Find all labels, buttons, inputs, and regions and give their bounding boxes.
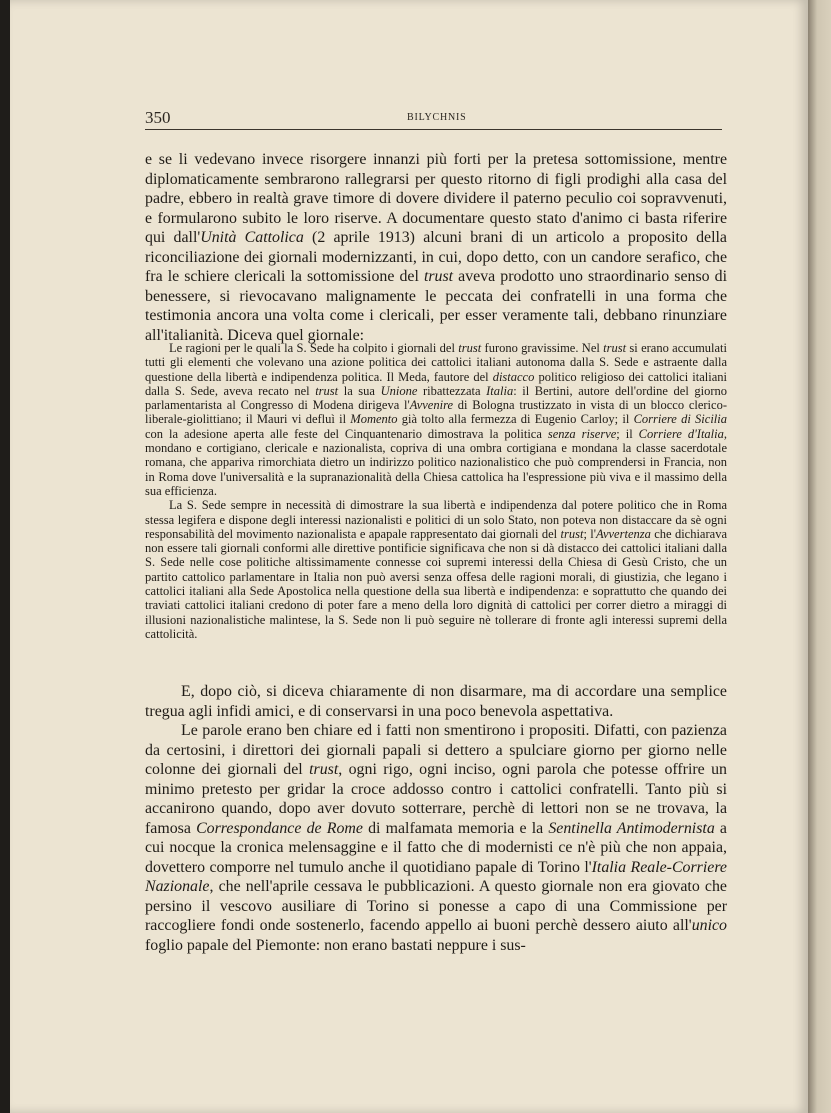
- paragraph: Le parole erano ben chiare ed i fatti non smentirono i propositi. Difatti, con pazienza da certosini, i direttori dei giornali papali si dettero a spulciare giorno per giorno nelle colonne dei giornali del trust, ogni rigo, ogni inciso, ogni parola che potesse offrire un minimo pretesto per gridar la croce addosso contro i cattolici confratelli. Tanto più si accanirono quando, dopo aver dovuto sotterrare, perchè di lettori non se ne trovava, la famosa Correspondance de Rome di malfamata memoria e la Sentinella Antimodernista a cui nocque la cronica melensaggine e il fatto che di modernisti ce n'è più che non appaia, dovettero comporre nel tumulo anche il quotidiano papale di Torino l'Italia Reale-Corriere Nazionale, che nell'aprile cessava le pubblicazioni. A questo giornale non era giovato che persino il vescovo ausiliare di Torino si ponesse a capo di una Commissione per raccogliere fondi onde sostenerlo, facendo appello ai buoni perchè dessero aiuto all'unico foglio papale del Piemonte: non erano bastati neppure i sus-: [145, 722, 728, 954]
- page-number: 350: [145, 108, 171, 127]
- running-head: BILYCHNIS: [407, 112, 467, 123]
- body-paragraph-2: [145, 682, 727, 955]
- quote-paragraph-1: Le ragioni per le quali la S. Sede ha colpito i giornali del trust furono gravissime. Nel trust si erano accumulati tutti gli elementi che volevano una azione politica dei cattolici italiani autonoma dalla S. Sede e astraente dalla questione della libertà e indipendenza politica. Il Meda, fautore del distacco politico religioso dei cattolici italiani dalla S. Sede, aveva recato nel trust la sua Unione ribattezzata Italia: il Bertini, autore dell'ordine del giorno parlamentarista al Congresso di Modena dirigeva l'Avvenire di Bologna trustizzato in vista di un blocco clerico-liberale-giolittiano; il Mauri vi defluì il Momento già tolto alla fermezza di Eugenio Carloy; il Corriere di Sicilia con la adesione aperta alle feste del Cinquantenario dimostrava la politica senza riserve; il Corriere d'Italia, mondano e cortigiano, clericale e nazionalista, copriva di una ombra cortigiana e mondana la classe sacerdotale romana, che appariva rimorchiata dietro un indirizzo politico nazionalistico che può comprendersi in Francia, non in Roma dove l'universalità e la supranazionalità della Chiesa cattolica ha l'espressione più viva e il massimo della sua efficienza.: [145, 341, 728, 498]
- next-page-edge: [808, 0, 831, 1113]
- header-rule: [145, 129, 722, 130]
- page-header: [145, 108, 722, 128]
- quote-paragraph-2: La S. Sede sempre in necessità di dimostrare la sua libertà e indipendenza dal potere politico che in Roma stessa legifera e dispone degli interessi nazionalisti e politici di un solo Stato, non poteva non distaccare da sè ogni responsabilità del movimento nazionalista e apapale rappresentato dai giornali del trust; l'Avvertenza che dichiarava non essere tali giornali conformi alle direttive pontificie significava che non si dà distacco dei cattolici italiani dalla S. Sede nelle cose politiche altissimamente connesse coi supremi interessi della Chiesa di Gesù Cristo, che un partito cattolico parlamentare in Italia non può aversi senza offesa delle ragioni morali, di giustizia, che legano i cattolici italiani alla Sede Apostolica nella questione della sua libertà e indipendenza: e soprattutto che quando dei traviati cattolici italiani credono di poter fare a meno della loro dignità di cattolici per correr dietro a miraggi di illusioni nazionalistiche malintese, la S. Sede non li può seguire nè tollerare di fronte agli interessi supremi della cattolicità.: [145, 498, 727, 641]
- paragraph: e se li vedevano invece risorgere innanzi più forti per la pretesa sottomissione, mentre diplomaticamente sembrarono rallegrarsi per questo ritorno di figli prodighi alla casa del padre, ebbero in realtà grave timore di dovere dividere il paterno peculio coi sopravvenuti, e formularono subito le loro riserve. A documentare questo stato d'animo ci basta riferire qui dall'Unità Cattolica (2 aprile 1913) alcuni brani di un articolo a proposito della riconciliazione dei giornali modernizzanti, in cui, dopo detto, con un candore serafico, che fra le schiere clericali la sottomissione del trust aveva prodotto uno straordinario senso di benessere, si rievocavano malignamente le peccata dei confratelli in una forma che testimonia ancora una volta come i clericali, per esser veramente tali, debbano rinunziare all'italianità. Diceva quel giornale:: [145, 151, 728, 344]
- body-paragraph-1: [145, 150, 727, 345]
- paragraph: E, dopo ciò, si diceva chiaramente di non disarmare, ma di accordare una semplice tregua agli infidi amici, e di conservarsi in una poco benevola aspettativa.: [145, 683, 727, 720]
- block-quote: [145, 341, 727, 641]
